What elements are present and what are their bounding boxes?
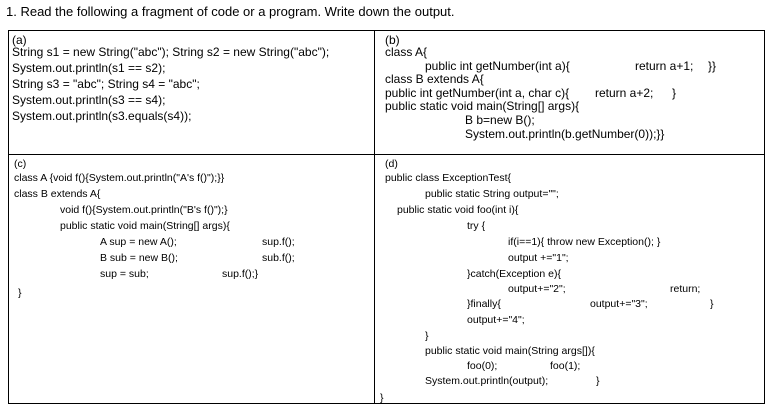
code-line: System.out.println(s3.equals(s4)); [12, 109, 192, 123]
code-line: return; [670, 283, 701, 295]
code-line: }finally{ [467, 298, 501, 310]
code-line: } [425, 330, 429, 342]
code-line: public int getNumber(int a){ [425, 59, 570, 73]
code-line: } [672, 86, 677, 100]
code-line: public static void foo(int i){ [397, 204, 519, 216]
code-line: void f(){System.out.println("B's f()");} [60, 204, 228, 216]
code-line: class B extends A{ [385, 72, 484, 86]
question-title: 1. Read the following a fragment of code or a program. Write down the output. [6, 4, 455, 19]
code-line: System.out.println(b.getNumber(0));}} [465, 127, 665, 141]
code-line: } [596, 375, 600, 387]
cell-d-label: (d) [385, 158, 398, 170]
code-line: foo(1); [550, 360, 581, 372]
code-line: System.out.println(s3 == s4); [12, 93, 166, 107]
code-line: output+="2"; [508, 283, 566, 295]
code-line: public class ExceptionTest{ [385, 172, 512, 184]
code-line: System.out.println(output); [425, 375, 549, 387]
code-line: sup.f();} [222, 268, 259, 280]
code-line: sub.f(); [262, 252, 295, 264]
code-line: if(i==1){ throw new Exception(); } [508, 236, 661, 248]
code-line: A sup = new A(); [100, 236, 177, 248]
cell-b-label: (b) [385, 33, 400, 47]
code-line: } [380, 392, 384, 404]
code-line: B sub = new B(); [100, 252, 178, 264]
code-line: output+="4"; [467, 314, 525, 326]
code-line: class A {void f(){System.out.println("A's f()");}} [14, 172, 225, 184]
code-line: }} [708, 59, 717, 73]
code-line: String s1 = new String("abc"); String s2 = new String("abc"); [12, 45, 330, 59]
code-line: String s3 = "abc"; String s4 = "abc"; [12, 77, 200, 91]
code-line: output +="1"; [508, 252, 569, 264]
code-line: public static void main(String[] args){ [385, 99, 580, 113]
code-line: public static void main(String args[]){ [425, 345, 595, 357]
code-line: public static void main(String[] args){ [60, 220, 230, 232]
cell-a-label: (a) [12, 33, 27, 47]
code-line: sup.f(); [262, 236, 295, 248]
code-line: output+="3"; [590, 298, 648, 310]
code-line: return a+1; [635, 59, 694, 73]
code-line: return a+2; [595, 86, 654, 100]
code-line: System.out.println(s1 == s2); [12, 61, 166, 75]
code-line: } [18, 287, 22, 299]
code-line: public static String output=""; [425, 188, 559, 200]
code-line: public int getNumber(int a, char c){ [385, 86, 570, 100]
code-line: try { [467, 220, 486, 232]
code-line: } [710, 298, 714, 310]
code-line: sup = sub; [100, 268, 149, 280]
code-line: B b=new B(); [465, 113, 535, 127]
code-line: class A{ [385, 45, 428, 59]
code-line: foo(0); [467, 360, 498, 372]
code-line: class B extends A{ [14, 188, 101, 200]
code-line: }catch(Exception e){ [467, 268, 561, 280]
cell-c-label: (c) [14, 158, 27, 170]
